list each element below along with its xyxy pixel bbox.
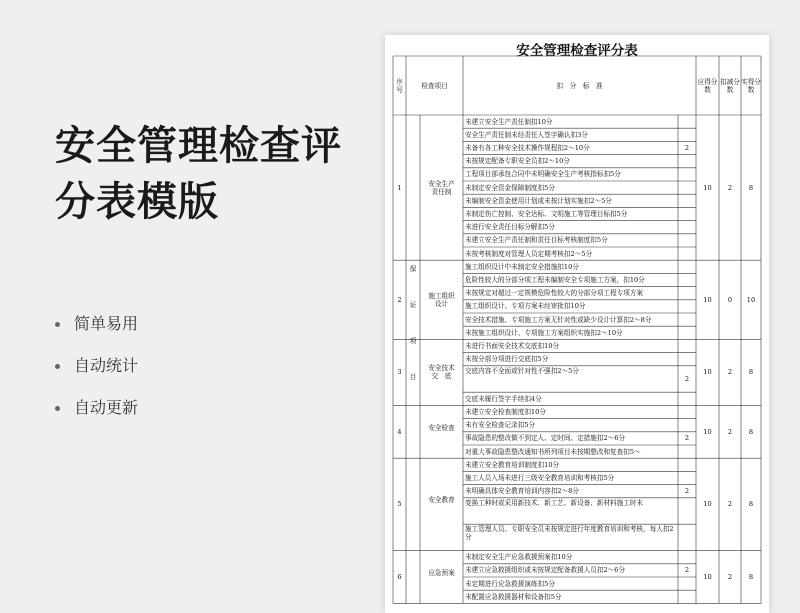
criteria-item: 未配置应急救援器材和设备扣5分: [465, 592, 562, 601]
bullet-dot-icon: [55, 406, 60, 411]
due-score: 10: [703, 427, 712, 436]
criteria-item: 安全生产责任制未经责任人签字确认扣3分: [465, 130, 588, 139]
slide-title-line-1: 安全管理检查评: [55, 123, 342, 169]
criteria-item: 对重大事故隐患整改通知书所列项目未按期整改和复查扣5～: [465, 447, 641, 456]
criteria-item: 未建立安全生产责任制和责任目标考核制度扣5分: [465, 236, 608, 245]
row-deduct-value: 2: [684, 144, 690, 152]
criteria-item: 变换工种时或采用新技术、新工艺、新设备、新材料施工时未: [465, 498, 644, 507]
criteria-item: 交底未履行签字手续扣4分: [465, 394, 542, 403]
group-label-char: 目: [409, 373, 417, 382]
criteria-item: 未有安全检查记录扣5分: [465, 421, 536, 430]
feature-item: [55, 312, 138, 354]
criteria-item: 危险性较大的分部分项工程未编制安全专项施工方案，扣10分: [465, 276, 645, 284]
criteria-item: 未定期进行应急救援演练扣5分: [465, 579, 555, 588]
criteria-item: 未按规定对超过一定规模危险性较大的分部分项工程专项方案: [465, 289, 644, 298]
criteria-item: 工程项目部承包合同中未明确安全生产考核指标扣5分: [465, 170, 621, 179]
feature-label: 简单易用: [74, 314, 139, 333]
deduct-score: 2: [727, 183, 733, 192]
header-item: 检查项目: [421, 81, 448, 90]
criteria-item: 施工组织设计、专项方案未经审批扣10分: [465, 302, 586, 311]
header-criteria: 扣 分 标 准: [556, 81, 603, 90]
document-title: 安全管理检查评分表: [516, 43, 638, 59]
due-score: 10: [703, 500, 712, 509]
section-no: 3: [397, 368, 402, 377]
section-name: 安全技术 交 底: [428, 364, 455, 381]
criteria-item: 未进行安全责任目标分解扣5分: [465, 223, 555, 232]
header-due: 应得分数: [697, 77, 718, 94]
feature-list: [55, 312, 138, 438]
criteria-item: 未编制安全资金使用计划或未按计划实施扣2～5分: [465, 196, 612, 205]
criteria-item: 未进行书面安全技术交底扣10分: [465, 342, 560, 350]
deduct-score: 2: [727, 427, 733, 436]
row-deduct-value: 2: [684, 434, 690, 443]
criteria-item: 未按考核制度对管理人员定期考核扣2～5分: [465, 249, 593, 258]
criteria-item: 未制定安全资金保障制度扣5分: [465, 183, 555, 192]
actual-score: 8: [748, 573, 754, 581]
deduct-score: 2: [727, 500, 733, 509]
bullet-dot-icon: [55, 322, 60, 327]
deduct-score: 0: [727, 295, 733, 304]
actual-score: 8: [748, 427, 754, 436]
slide-title-line-2: 分表模版: [55, 179, 219, 225]
actual-score: 8: [748, 183, 754, 192]
feature-label: 自动统计: [74, 356, 139, 375]
criteria-item: 未明确具体安全教育培训内容扣2～8分: [465, 487, 579, 496]
document-preview: [385, 35, 769, 613]
actual-score: 8: [748, 368, 754, 377]
section-name: 施工组织 设计: [428, 291, 455, 308]
row-deduct-value: 2: [684, 375, 690, 383]
section-name: 安全生产 责任制: [428, 179, 455, 196]
feature-item: [55, 396, 138, 438]
criteria-item: 安全技术措施、专项施工方案无针对性或缺少设计计算扣2～8分: [465, 315, 652, 324]
criteria-item: 未制定安全生产应急救援预案扣10分: [465, 553, 573, 562]
criteria-item: 施工管理人员、专职安全员未按规定进行年度教育培训和考核，每人扣2分: [465, 525, 674, 542]
criteria-item: 未备有各工种安全技术操作规程扣2～10分: [465, 144, 590, 152]
header-actual: 实得分数: [741, 77, 761, 94]
group-label-char: 保: [409, 265, 417, 274]
section-no: 4: [397, 427, 402, 436]
row-deduct-value: 2: [684, 487, 690, 496]
section-no: 1: [397, 183, 402, 192]
criteria-item: 未按分部分项进行交底扣5分: [465, 355, 549, 364]
due-score: 10: [703, 368, 712, 377]
slide-title: [55, 118, 342, 230]
group-label-char: 证: [409, 301, 417, 310]
criteria-item: 未建立安全教育培训制度扣10分: [465, 460, 560, 469]
bullet-dot-icon: [55, 364, 60, 369]
deduct-score: 2: [727, 368, 733, 377]
criteria-item: 未建立安全检查制度扣10分: [465, 408, 546, 416]
actual-score: 10: [746, 295, 756, 304]
row-deduct-value: 2: [684, 566, 690, 575]
criteria-item: 施工组织设计中未制定安全措施扣10分: [465, 262, 579, 271]
due-score: 10: [703, 183, 712, 192]
criteria-item: 交底内容不全面或针对性不强扣2～5分: [465, 366, 579, 375]
criteria-item: 施工人员入场未进行三级安全教育培训和考核扣5分: [465, 474, 615, 482]
section-name: 安全教育: [428, 496, 455, 505]
section-name: 应急预案: [428, 569, 455, 577]
section-no: 5: [397, 500, 402, 509]
due-score: 10: [703, 573, 712, 581]
group-label-char: 项: [409, 337, 417, 346]
actual-score: 8: [748, 500, 754, 509]
feature-label: 自动更新: [74, 398, 139, 417]
criteria-item: 未按施工组织设计、专项施工方案组织实施扣2～10分: [465, 328, 623, 337]
criteria-item: 未按规定配备专职安全员扣2～10分: [465, 157, 570, 166]
section-no: 6: [397, 572, 402, 581]
criteria-item: 未建立应急救援组织或未按规定配备救援人员扣2～6分: [465, 566, 626, 575]
criteria-item: 未建立安全生产责任制扣10分: [465, 117, 553, 126]
due-score: 10: [703, 295, 712, 304]
section-name: 安全检查: [428, 423, 455, 432]
header-deduct: 扣减分数: [720, 77, 740, 94]
section-no: 2: [397, 295, 402, 304]
criteria-item: 未制定伤亡控制、安全达标、文明施工等管理目标扣5分: [465, 210, 628, 218]
header-no: 序号: [396, 77, 403, 94]
deduct-score: 2: [727, 573, 733, 581]
feature-item: [55, 354, 138, 396]
criteria-item: 事故隐患的整改做不到定人、定时间、定措施扣2～6分: [465, 434, 626, 443]
